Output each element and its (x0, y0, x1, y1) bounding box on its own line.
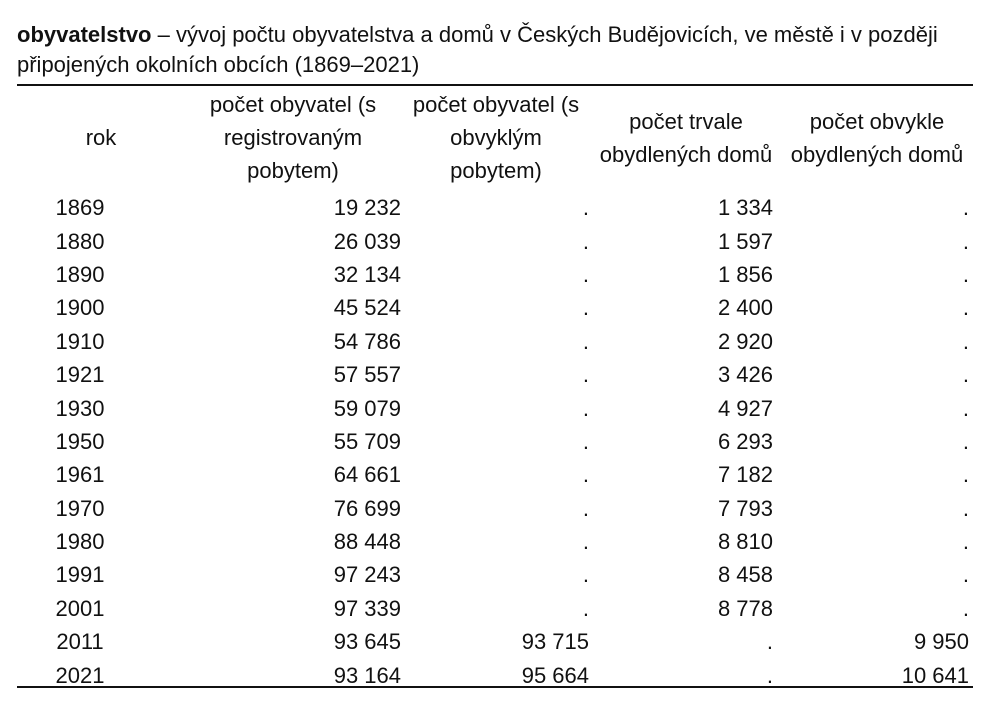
header-usual-houses: počet obvykle obydlených domů (790, 108, 964, 167)
cell-usual-population: . (582, 462, 589, 488)
cell-usual-population: . (582, 395, 589, 421)
table-row (17, 525, 973, 558)
table-row (17, 291, 973, 324)
table-row (17, 492, 973, 525)
cell-usual-population: . (582, 495, 589, 521)
cell-permanent-houses: 2 920 (717, 328, 773, 354)
cell-permanent-houses: 7 182 (717, 462, 773, 488)
cell-usual-houses: . (962, 462, 969, 488)
header-year: rok (85, 125, 117, 150)
cell-registered-population: 19 232 (333, 195, 401, 221)
cell-usual-population: . (582, 529, 589, 555)
cell-year: 1900 (55, 295, 105, 321)
cell-usual-population: . (582, 595, 589, 621)
cell-usual-houses: . (962, 595, 969, 621)
header-usual-population: počet obyvatel (s obvyklým pobytem) (412, 92, 580, 183)
cell-usual-houses: . (962, 395, 969, 421)
cell-year: 1890 (55, 261, 105, 287)
cell-year: 1880 (55, 228, 105, 254)
cell-usual-population: . (582, 228, 589, 254)
cell-registered-population: 54 786 (333, 328, 401, 354)
cell-permanent-houses: 8 458 (717, 562, 773, 588)
cell-permanent-houses: 4 927 (717, 395, 773, 421)
cell-permanent-houses: . (766, 662, 773, 688)
cell-year: 1869 (55, 195, 105, 221)
cell-registered-population: 97 243 (333, 562, 401, 588)
cell-year: 1921 (55, 362, 105, 388)
cell-registered-population: 88 448 (333, 529, 401, 555)
cell-usual-population: . (582, 562, 589, 588)
header-row (17, 86, 973, 191)
cell-permanent-houses: 1 597 (717, 228, 773, 254)
cell-usual-houses: 10 641 (901, 662, 969, 688)
population-table (17, 86, 973, 692)
cell-registered-population: 55 709 (333, 428, 401, 454)
cell-usual-population: . (582, 428, 589, 454)
header-registered-population: počet obyvatel (s registrovaným pobytem) (209, 92, 377, 183)
cell-usual-houses: . (962, 328, 969, 354)
cell-usual-houses: 9 950 (913, 629, 969, 655)
cell-year: 1910 (55, 328, 105, 354)
cell-usual-houses: . (962, 228, 969, 254)
cell-usual-houses: . (962, 562, 969, 588)
cell-year: 2001 (55, 595, 105, 621)
cell-permanent-houses: 2 400 (717, 295, 773, 321)
table-row (17, 391, 973, 424)
cell-usual-houses: . (962, 495, 969, 521)
cell-usual-houses: . (962, 261, 969, 287)
cell-usual-population: 95 664 (521, 662, 589, 688)
cell-year: 2011 (56, 629, 104, 655)
cell-permanent-houses: 8 778 (717, 595, 773, 621)
table-row (17, 258, 973, 291)
cell-year: 2021 (55, 662, 105, 688)
cell-registered-population: 97 339 (333, 595, 401, 621)
cell-usual-population: . (582, 328, 589, 354)
title-rest: – vývoj počtu obyvatelstva a domů v Českých Budějovicích, ve městě i v později připojených okolních obcích (1869–2021) (17, 22, 938, 77)
table-row (17, 458, 973, 491)
cell-registered-population: 93 164 (333, 662, 401, 688)
cell-registered-population: 76 699 (333, 495, 401, 521)
table-row (17, 592, 973, 625)
cell-permanent-houses: . (766, 629, 773, 655)
cell-permanent-houses: 8 810 (717, 529, 773, 555)
cell-usual-houses: . (962, 428, 969, 454)
table-row (17, 325, 973, 358)
cell-permanent-houses: 1 856 (717, 261, 773, 287)
cell-usual-houses: . (962, 529, 969, 555)
cell-year: 1950 (55, 428, 105, 454)
cell-registered-population: 64 661 (333, 462, 401, 488)
cell-year: 1930 (55, 395, 105, 421)
cell-usual-population: . (582, 261, 589, 287)
cell-usual-houses: . (962, 362, 969, 388)
table-row (17, 191, 973, 224)
cell-permanent-houses: 7 793 (717, 495, 773, 521)
cell-usual-houses: . (962, 295, 969, 321)
cell-year: 1961 (55, 462, 105, 488)
cell-year: 1991 (55, 562, 105, 588)
cell-usual-population: . (582, 362, 589, 388)
cell-registered-population: 45 524 (333, 295, 401, 321)
cell-registered-population: 32 134 (333, 261, 401, 287)
cell-registered-population: 26 039 (333, 228, 401, 254)
cell-permanent-houses: 3 426 (717, 362, 773, 388)
cell-usual-houses: . (962, 195, 969, 221)
table-row (17, 425, 973, 458)
cell-usual-population: 93 715 (521, 629, 589, 655)
table-row (17, 558, 973, 591)
bottom-rule (17, 686, 973, 688)
cell-year: 1970 (55, 495, 105, 521)
table-row (17, 224, 973, 257)
cell-permanent-houses: 6 293 (717, 428, 773, 454)
table-row (17, 625, 973, 658)
table-body (17, 191, 973, 692)
cell-registered-population: 57 557 (333, 362, 401, 388)
title-bold: obyvatelstvo (17, 22, 152, 47)
cell-registered-population: 59 079 (333, 395, 401, 421)
header-permanent-houses: počet trvale obydlených domů (599, 108, 773, 167)
table-row (17, 358, 973, 391)
cell-registered-population: 93 645 (333, 629, 401, 655)
cell-permanent-houses: 1 334 (717, 195, 773, 221)
cell-usual-population: . (582, 295, 589, 321)
cell-year: 1980 (55, 529, 105, 555)
table-title (17, 20, 977, 80)
cell-usual-population: . (582, 195, 589, 221)
